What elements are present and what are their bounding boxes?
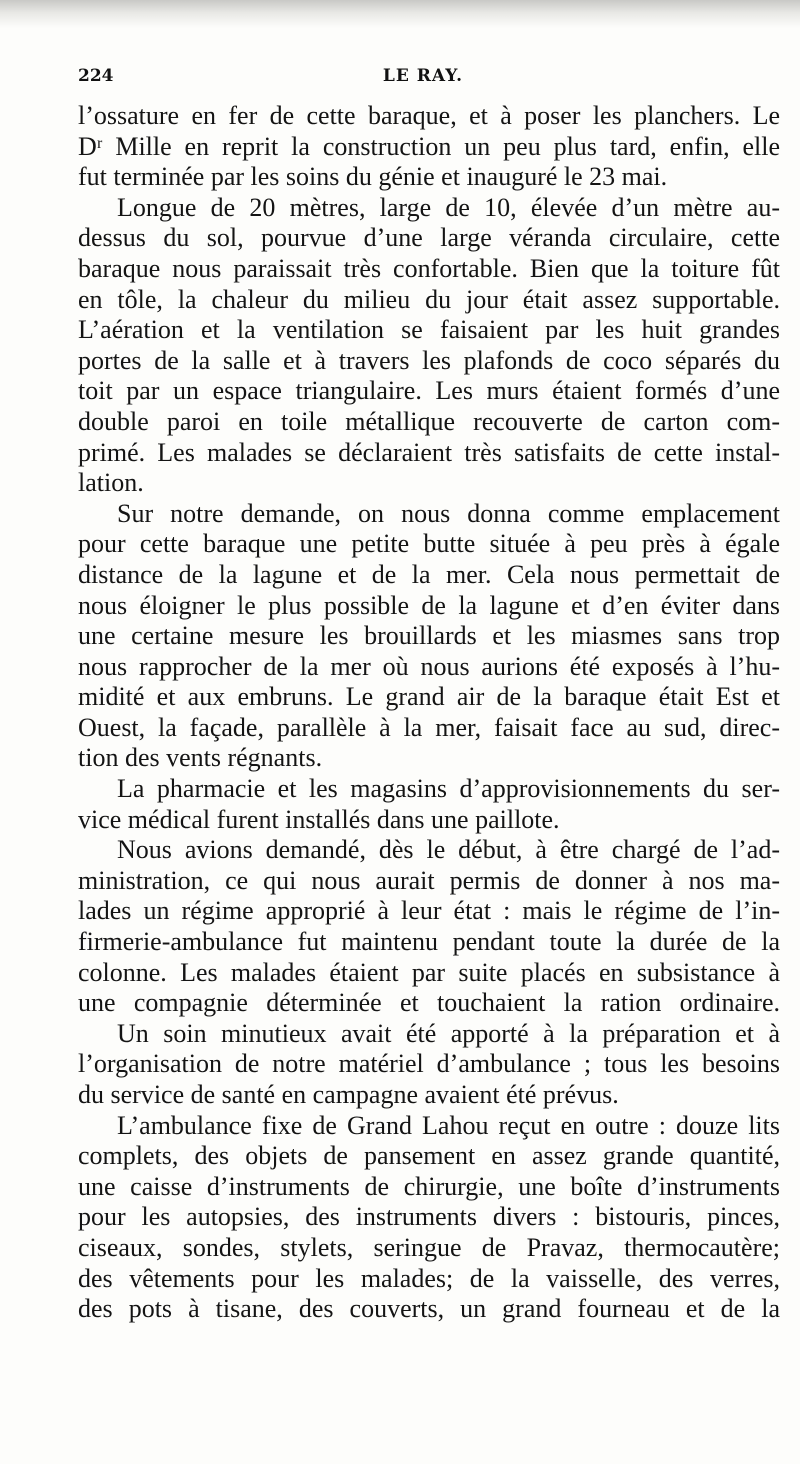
text-line: ministration, ce qui nous aurait permis de donner à nos ma- <box>78 865 780 895</box>
text-line: midité et aux embruns. Le grand air de la baraque était Est et <box>78 682 780 712</box>
text-line: Nous avions demandé, dès le début, à être chargé de l’ad- <box>117 835 780 865</box>
text-line: primé. Les malades se déclaraient très satisfaits de cette instal- <box>78 437 780 467</box>
text-line: lades un régime approprié à leur état : mais le régime de l’in- <box>78 896 780 926</box>
text-line: tion des vents régnants. <box>78 743 323 773</box>
text-line: ciseaux, sondes, stylets, seringue de Pravaz, thermocautère; <box>78 1232 780 1262</box>
text-line: Dʳ Mille en reprit la construction un peu plus tard, enfin, elle <box>78 131 780 161</box>
running-title: LE RAY. <box>382 66 464 86</box>
text-line: lation. <box>78 468 144 498</box>
body-text <box>78 101 780 1325</box>
text-line: une compagnie déterminée et touchaient la ration ordinaire. <box>78 988 780 1018</box>
text-line: baraque nous paraissait très confortable. Bien que la toiture fût <box>78 253 780 283</box>
text-line: des vêtements pour les malades; de la vaisselle, des verres, <box>78 1263 780 1293</box>
text-line: nous rapprocher de la mer où nous aurions été exposés à l’hu- <box>78 651 780 681</box>
text-line: complets, des objets de pansement en assez grande quantité, <box>78 1141 780 1171</box>
text-line: Un soin minutieux avait été apporté à la préparation et à <box>117 1018 780 1048</box>
running-head <box>78 66 768 90</box>
text-line: toit par un espace triangulaire. Les murs étaient formés d’une <box>78 376 780 406</box>
text-line: une certaine mesure les brouillards et les miasmes sans trop <box>78 621 780 651</box>
text-line: l’organisation de notre matériel d’ambulance ; tous les besoins <box>78 1049 780 1079</box>
text-line: nous éloigner le plus possible de la lagune et d’en éviter dans <box>78 590 780 620</box>
text-line: portes de la salle et à travers les plafonds de coco séparés du <box>78 345 780 375</box>
text-line: double paroi en toile métallique recouverte de carton com- <box>78 406 780 436</box>
scan-edge-shadow <box>0 0 800 28</box>
text-line: une caisse d’instruments de chirurgie, une boîte d’instruments <box>78 1171 780 1201</box>
text-line: fut terminée par les soins du génie et inauguré le 23 mai. <box>78 162 668 192</box>
text-line: distance de la lagune et de la mer. Cela nous permettait de <box>78 559 780 589</box>
text-line: dessus du sol, pourvue d’une large véranda circulaire, cette <box>78 223 780 253</box>
page-number: 224 <box>78 66 114 86</box>
text-line: colonne. Les malades étaient par suite placés en subsistance à <box>78 957 780 987</box>
text-line: firmerie-ambulance fut maintenu pendant toute la durée de la <box>78 927 780 957</box>
text-line: Longue de 20 mètres, large de 10, élevée d’un mètre au- <box>117 192 780 222</box>
text-line: La pharmacie et les magasins d’approvisionnements du ser- <box>117 774 780 804</box>
text-line: en tôle, la chaleur du milieu du jour était assez supportable. <box>78 284 780 314</box>
text-line: L’aération et la ventilation se faisaient par les huit grandes <box>78 315 780 345</box>
text-line: L’ambulance fixe de Grand Lahou reçut en outre : douze lits <box>117 1110 780 1140</box>
text-line: vice médical furent installés dans une paillote. <box>78 804 560 834</box>
text-line: des pots à tisane, des couverts, un grand fourneau et de la <box>78 1294 780 1324</box>
text-line: Ouest, la façade, parallèle à la mer, faisait face au sud, direc- <box>78 712 780 742</box>
text-line: pour cette baraque une petite butte située à peu près à égale <box>78 529 780 559</box>
text-line: l’ossature en fer de cette baraque, et à poser les planchers. Le <box>78 101 780 130</box>
text-line: du service de santé en campagne avaient été prévus. <box>78 1080 619 1109</box>
text-line: pour les autopsies, des instruments divers : bistouris, pinces, <box>78 1202 780 1232</box>
text-line: Sur notre demande, on nous donna comme emplacement <box>117 498 780 528</box>
